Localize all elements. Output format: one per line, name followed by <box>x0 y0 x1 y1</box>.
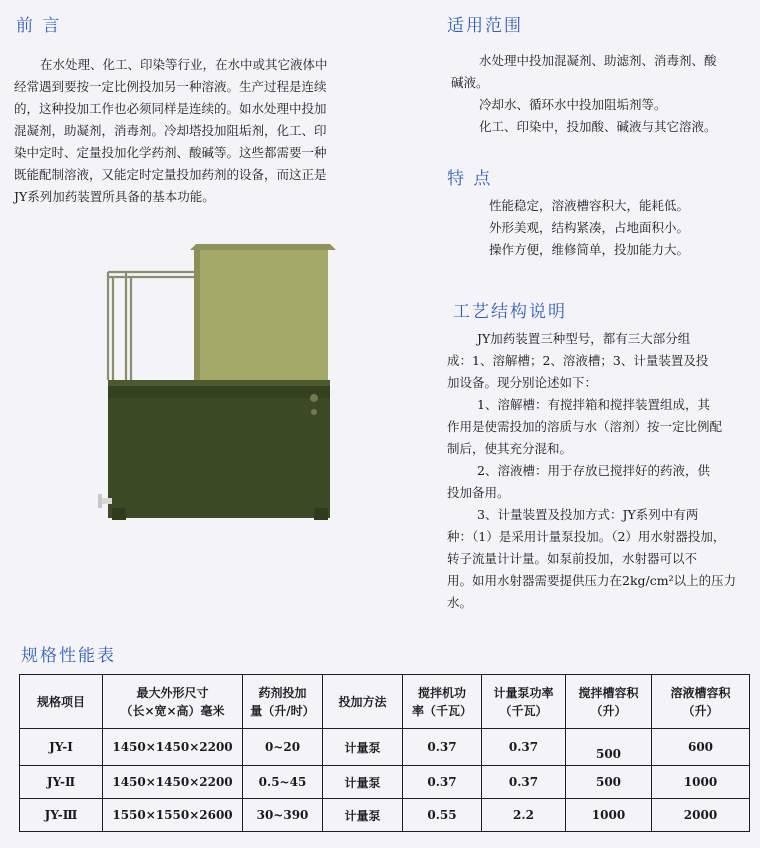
features-title: 特 点 <box>447 169 493 189</box>
dosage-cell: 0.5~45 <box>243 766 323 799</box>
process-line: 制后，使其充分混和。 <box>447 441 573 456</box>
table-row <box>20 799 750 832</box>
spec-header-row <box>20 675 750 729</box>
header-cell: 溶液槽容积 （升） <box>652 675 750 729</box>
method-cell: 计量泵 <box>323 729 403 766</box>
dimension-cell: 1450×1450×2200 <box>103 766 243 799</box>
pump-power-cell: 2.2 <box>482 799 566 832</box>
spec-table <box>19 674 750 832</box>
mixing-tank-cell: 1000 <box>566 799 652 832</box>
dosage-cell: 0~20 <box>243 729 323 766</box>
model-cell: JY-Ⅱ <box>20 766 103 799</box>
header-cell: 规格项目 <box>20 675 103 729</box>
process-line: 作用是使需投加的溶质与水（溶剂）按一定比例配 <box>447 419 723 434</box>
header-cell: 计量泵功率 （千瓦） <box>482 675 566 729</box>
spec-title: 规格性能表 <box>21 646 116 666</box>
dimension-cell: 1550×1550×2600 <box>103 799 243 832</box>
pump-power-cell: 0.37 <box>482 766 566 799</box>
features-line: 操作方便，维修简单，投加能力大。 <box>489 242 690 257</box>
pump-power-cell: 0.37 <box>482 729 566 766</box>
mixer-power-cell: 0.37 <box>403 766 482 799</box>
process-line: 3、计量装置及投加方式：JY系列中有两 <box>477 507 699 522</box>
preface-line: 染中定时、定量投加化学药剂、酸碱等。这些都需要一种 <box>14 145 327 160</box>
dimension-cell: 1450×1450×2200 <box>103 729 243 766</box>
dosing-device-image <box>98 240 340 525</box>
header-cell: 搅拌槽容积 （升） <box>566 675 652 729</box>
mixer-power-cell: 0.55 <box>403 799 482 832</box>
header-cell: 投加方法 <box>323 675 403 729</box>
solution-tank-cell: 1000 <box>652 766 750 799</box>
preface-line: JY系列加药装置所具备的基本功能。 <box>14 189 215 204</box>
process-line: 种：（1）是采用计量泵投加。（2）用水射器投加， <box>447 529 726 544</box>
scope-line: 化工、印染中，投加酸、碱液与其它溶液。 <box>479 119 717 134</box>
method-cell: 计量泵 <box>323 799 403 832</box>
header-cell: 药剂投加 量（升/时） <box>243 675 323 729</box>
upper-tank-lid <box>190 244 336 250</box>
preface-text <box>14 54 328 208</box>
table-row <box>20 766 750 799</box>
preface-line: 在水处理、化工、印染等行业，在水中或其它液体中 <box>40 57 328 72</box>
features-text <box>489 195 689 261</box>
scope-title: 适用范围 <box>447 16 523 36</box>
process-line: 成：1、溶解槽；2、溶液槽；3、计量装置及投 <box>447 353 709 368</box>
header-cell: 最大外形尺寸 （长×宽×高）毫米 <box>103 675 243 729</box>
scope-line: 水处理中投加混凝剂、助滤剂、消毒剂、酸 <box>479 53 717 68</box>
upper-tank <box>194 250 328 380</box>
model-cell: JY-Ⅰ <box>20 729 103 766</box>
process-line: 用。如用水射器需要提供压力在2kg/cm²以上的压力 <box>447 573 737 588</box>
preface-line: 的，这种投加工作也必须同样是连续的。如水处理中投加 <box>14 101 327 116</box>
scope-text <box>451 50 717 138</box>
process-line: 水。 <box>447 595 473 610</box>
process-line: JY加药装置三种型号，都有三大部分组 <box>477 331 691 346</box>
header-cell: 搅拌机功 率（千瓦） <box>403 675 482 729</box>
solution-tank-cell: 2000 <box>652 799 750 832</box>
table-row <box>20 729 750 766</box>
preface-line: 混凝剂，助凝剂，消毒剂。冷却塔投加阻垢剂，化工、印 <box>14 123 327 138</box>
process-text <box>447 328 736 614</box>
model-cell: JY-Ⅲ <box>20 799 103 832</box>
process-line: 转子流量计计量。如泵前投加，水射器可以不 <box>447 551 698 566</box>
features-line: 外形美观，结构紧凑，占地面积小。 <box>489 220 690 235</box>
lower-tank <box>108 386 330 518</box>
preface-line: 既能配制溶液，又能定时定量投加药剂的设备，而这正是 <box>14 167 327 182</box>
mixing-frame <box>108 272 194 380</box>
features-line: 性能稳定，溶液槽容积大，能耗低。 <box>489 198 690 213</box>
scope-line: 碱液。 <box>451 75 489 90</box>
scope-line: 冷却水、循环水中投加阻垢剂等。 <box>479 97 667 112</box>
method-cell: 计量泵 <box>323 766 403 799</box>
solution-tank-cell: 600 <box>652 729 750 766</box>
preface-line: 经常遇到要按一定比例投加另一种溶液。生产过程是连续 <box>14 79 327 94</box>
preface-title: 前 言 <box>16 16 62 36</box>
process-line: 2、溶液槽：用于存放已搅拌好的药液，供 <box>477 463 710 478</box>
process-line: 1、溶解槽：有搅拌箱和搅拌装置组成，其 <box>477 397 710 412</box>
process-title: 工艺结构说明 <box>453 302 567 322</box>
dosage-cell: 30~390 <box>243 799 323 832</box>
mixing-tank-cell: 500 <box>566 766 652 799</box>
process-line: 加设备。现分别论述如下： <box>447 375 598 390</box>
process-line: 投加备用。 <box>447 485 510 500</box>
mixer-power-cell: 0.37 <box>403 729 482 766</box>
mixing-tank-cell: 500 <box>566 729 652 766</box>
